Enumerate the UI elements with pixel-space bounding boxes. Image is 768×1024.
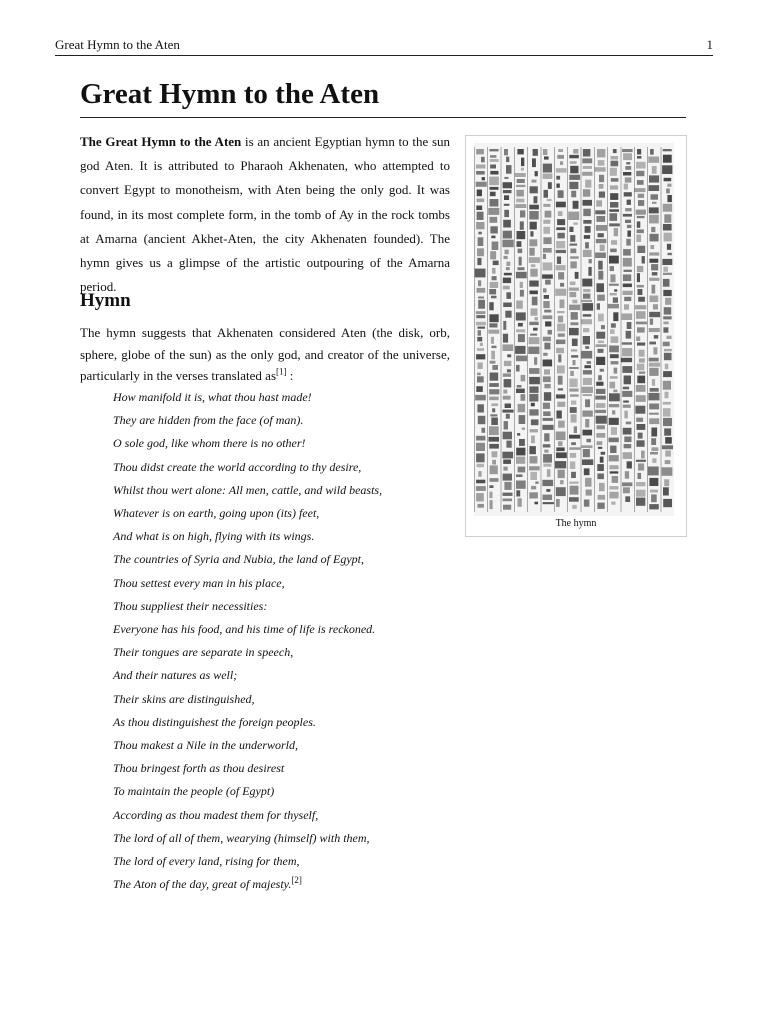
intro-paragraph (80, 130, 450, 299)
hymn-intro-paragraph (80, 322, 450, 387)
verse-line: Thou settest every man in his place, (113, 575, 285, 590)
verse-line: O sole god, like whom there is no other! (113, 436, 306, 451)
reference-link-2[interactable]: [2] (291, 875, 302, 886)
verse-line-last (113, 873, 453, 896)
hieroglyph-inscription-image[interactable] (474, 143, 674, 516)
verse-line: Their skins are distinguished, (113, 691, 255, 706)
running-header-title: Great Hymn to the Aten (55, 37, 180, 52)
hymn-intro-end: : (286, 368, 294, 383)
running-header (55, 37, 713, 56)
verse-line: Thou suppliest their necessities: (113, 598, 268, 613)
verse-line: The lord of all of them, wearying (himself) with them, (113, 830, 370, 845)
intro-text: is an ancient Egyptian hymn to the sun god Aten. It is attributed to Pharaoh Akhenaten, who attempted to convert Egypt to monotheism, with Aten being the only god. It was found, in its most complete form, in the tomb of Ay in the rock tombs at Amarna (ancient Akhet-Aten, the city Akhenaten founded). The hymn gives us a glimpse of the artistic outpouring of the Amarna period. (80, 134, 450, 295)
hymn-intro-text: The hymn suggests that Akhenaten considered Aten (the disk, orb, sphere, globe of the sun) as the only god, and creator of the universe, particularly in the verses translated as (80, 325, 450, 383)
verse-line: The countries of Syria and Nubia, the land of Egypt, (113, 552, 364, 567)
verse-line: According as thou madest them for thyself, (113, 807, 319, 822)
verse-line: Their tongues are separate in speech, (113, 645, 294, 660)
verse-line: Thou bringest forth as thou desirest (113, 761, 285, 776)
verse-line: As thou distinguishest the foreign peoples. (113, 714, 316, 729)
page-title: Great Hymn to the Aten (80, 76, 686, 118)
verse-line: How manifold it is, what thou hast made! (113, 390, 312, 404)
page-number: 1 (706, 37, 713, 52)
verse-text: The Aton of the day, great of majesty. (113, 877, 292, 892)
verse-line: Everyone has his food, and his time of life is reckoned. (113, 622, 376, 637)
verse-line: They are hidden from the face (of man). (113, 413, 304, 428)
verse-line: The lord of every land, rising for them, (113, 854, 300, 869)
figure-caption: The hymn (555, 518, 597, 529)
intro-bold-title: The Great Hymn to the Aten (80, 134, 242, 149)
figure-box (465, 135, 687, 537)
verse-line: And what is on high, flying with its wings. (113, 529, 315, 544)
verse-line: Thou makest a Nile in the underworld, (113, 738, 298, 753)
verse-line: And their natures as well; (113, 668, 238, 683)
section-heading-hymn: Hymn (80, 290, 131, 311)
verse-list (113, 386, 453, 896)
verse-line: Thou didst create the world according to thy desire, (113, 459, 362, 474)
reference-link-1[interactable]: [1] (276, 366, 287, 377)
verse-line: Whilst thou wert alone: All men, cattle, and wild beasts, (113, 482, 383, 497)
verse-line: Whatever is on earth, going upon (its) feet, (113, 506, 320, 521)
verse-line: To maintain the people (of Egypt) (113, 784, 275, 799)
